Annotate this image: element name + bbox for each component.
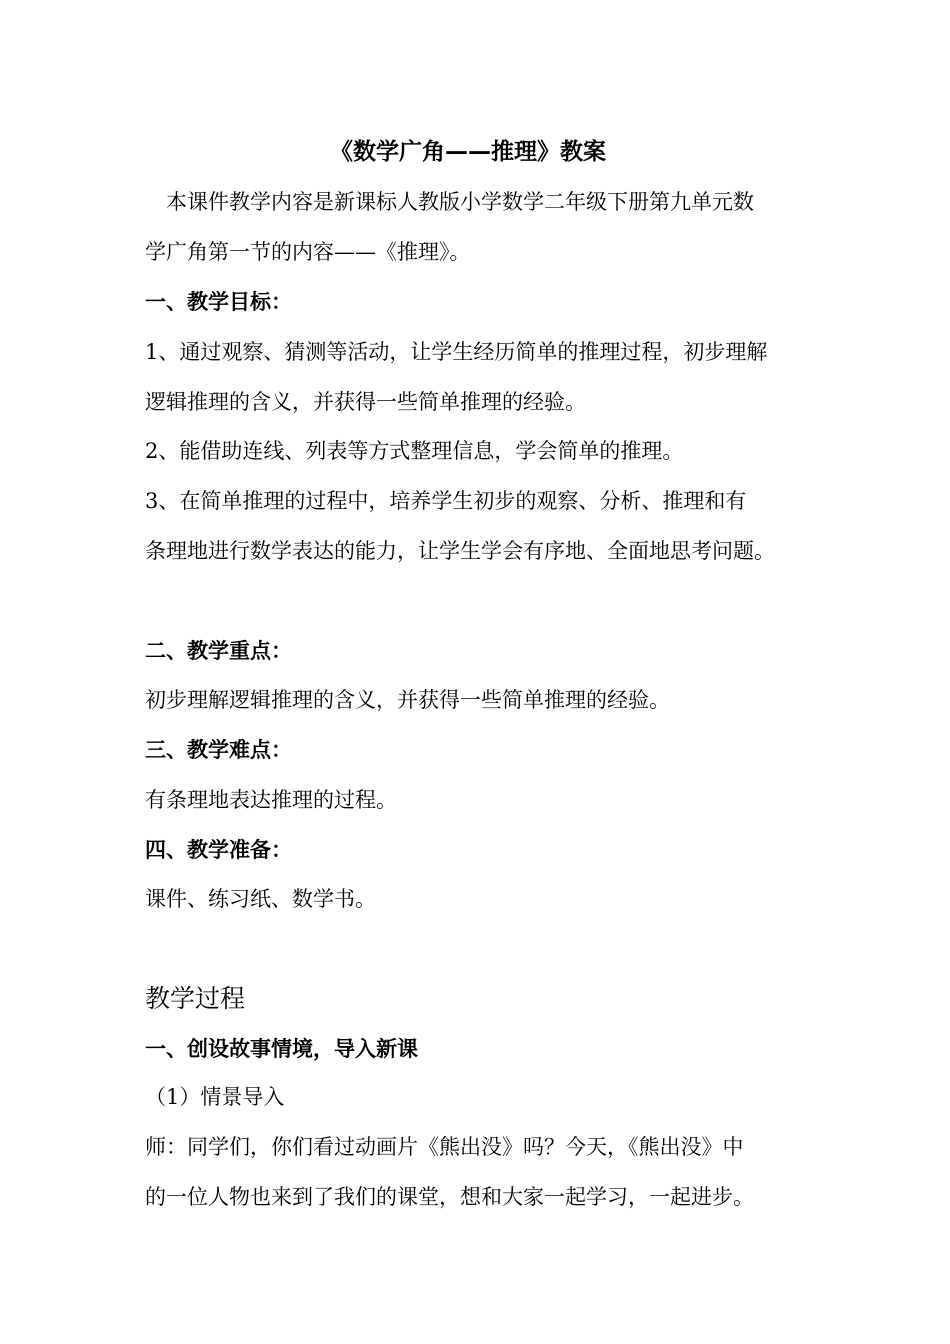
goal-line-4: 3、在简单推理的过程中，培养学生初步的观察、分析、推理和有: [145, 489, 747, 513]
difficulties-heading: 三、教学难点：: [145, 738, 292, 762]
process-heading: 教学过程: [145, 984, 246, 1013]
preparation-heading: 四、教学准备：: [145, 838, 292, 862]
preparation-text: 课件、练习纸、数学书。: [145, 887, 376, 911]
goals-heading: 一、教学目标：: [145, 290, 292, 314]
document-title: 《数学广角——推理》教案: [330, 139, 606, 165]
difficulties-text: 有条理地表达推理的过程。: [145, 788, 397, 812]
step1-text-line-2: 的一位人物也来到了我们的课堂，想和大家一起学习，一起进步。: [145, 1185, 754, 1209]
step1-heading: 一、创设故事情境，导入新课: [145, 1037, 418, 1061]
intro-line-2: 学广角第一节的内容——《推理》。: [145, 240, 471, 264]
goal-line-5: 条理地进行数学表达的能力，让学生学会有序地、全面地思考问题。: [145, 539, 775, 563]
goal-line-3: 2、能借助连线、列表等方式整理信息，学会简单的推理。: [145, 439, 684, 463]
key-points-heading: 二、教学重点：: [145, 639, 292, 663]
step1-subheading: （1）情景导入: [145, 1085, 285, 1109]
intro-line-1: 本课件教学内容是新课标人教版小学数学二年级下册第九单元数: [166, 190, 754, 214]
goal-line-2: 逻辑推理的含义，并获得一些简单推理的经验。: [145, 390, 586, 414]
goal-line-1: 1、通过观察、猜测等活动，让学生经历简单的推理过程，初步理解: [145, 340, 768, 364]
key-points-text: 初步理解逻辑推理的含义，并获得一些简单推理的经验。: [145, 688, 670, 712]
step1-text-line-1: 师：同学们，你们看过动画片《熊出没》吗？今天，《熊出没》中: [145, 1135, 744, 1159]
